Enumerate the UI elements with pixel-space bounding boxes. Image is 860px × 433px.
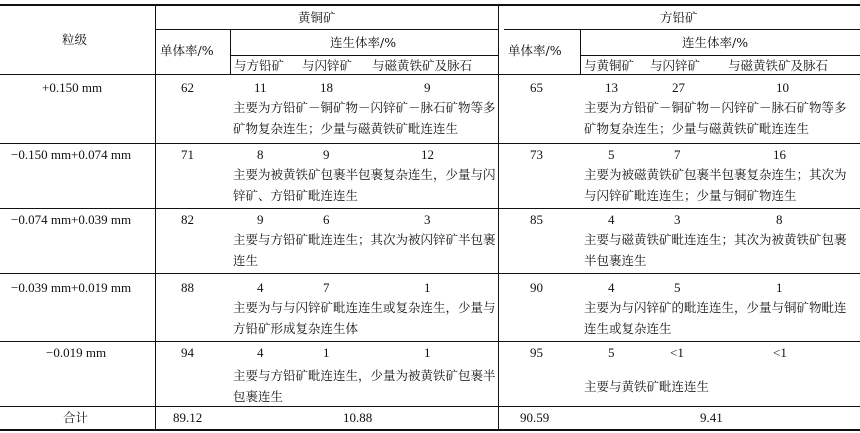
cp-with-sphalerite: 1 [323,345,330,360]
gn-with-pyrrhotite: 1 [776,280,783,295]
header-particle-size: 粒级 [62,32,88,47]
cp-with-galena: 9 [257,212,264,227]
gn-with-sphalerite: 5 [674,280,681,295]
gn-sub-rule [580,55,860,56]
col-divider [230,29,231,74]
gn-intergrowth-note: 主要为被磁黄铁矿包裹半包裹复杂连生；其次为与闪锌矿毗连连生；少量与铜矿物连生 [584,167,847,203]
cp-with-sphalerite: 18 [320,80,333,95]
header-gn-with-chalcopyrite: 与黄铜矿 [584,58,635,73]
row-size: +0.150 mm [42,80,103,95]
gn-with-chalcopyrite: 13 [605,80,618,95]
cp-liberation: 62 [181,80,194,95]
row-size: −0.039 mm+0.019 mm [11,280,132,295]
gn-liberation: 95 [530,345,543,360]
gn-group-rule [504,29,860,30]
gn-with-pyrrhotite: 16 [773,147,786,162]
header-bottom-rule [0,74,860,75]
gn-with-pyrrhotite: <1 [773,345,787,360]
gn-intergrowth-note: 主要与磁黄铁矿毗连连生；其次为被黄铁矿包裹半包裹连生 [584,232,847,268]
cp-group-rule [155,29,498,30]
total-label: 合计 [63,410,89,425]
row-rule [0,273,860,274]
cp-with-galena: 4 [257,280,264,295]
cp-with-pyrrhotite: 3 [424,212,431,227]
cp-with-galena: 8 [257,147,264,162]
gn-with-chalcopyrite: 4 [608,280,615,295]
header-gn-with-pyrrhotite: 与磁黄铁矿及脉石 [728,58,829,73]
row-rule [0,208,860,209]
gn-with-sphalerite: 7 [674,147,681,162]
col-divider [498,6,499,429]
cp-with-galena: 4 [257,345,264,360]
gn-liberation: 65 [530,80,543,95]
cp-intergrowth-note: 主要为与与闪锌矿毗连连生或复杂连生，少量与方铅矿形成复杂连生体 [233,300,496,336]
cp-intergrowth-note: 主要与方铅矿毗连连生；其次为被闪锌矿半包裹连生 [233,232,496,268]
header-cp-with-sphalerite: 与闪锌矿 [302,58,353,73]
table-top-rule [0,4,860,6]
cp-liberation: 82 [181,212,194,227]
gn-with-pyrrhotite: 8 [776,212,783,227]
gn-intergrowth-note: 主要与黄铁矿毗连连生 [584,379,710,394]
total-gn-intergrowth: 9.41 [700,410,723,425]
row-size: −0.074 mm+0.039 mm [11,212,132,227]
row-size: −0.019 mm [46,345,107,360]
cp-liberation: 88 [181,280,194,295]
header-gn-with-sphalerite: 与闪锌矿 [650,58,701,73]
cp-with-sphalerite: 6 [323,212,330,227]
cp-with-sphalerite: 7 [323,280,330,295]
header-chalcopyrite: 黄铜矿 [298,10,336,25]
gn-with-chalcopyrite: 5 [608,345,615,360]
header-cp-liberation: 单体率/% [160,43,214,58]
cp-intergrowth-note: 主要与方铅矿毗连连生，少量为被黄铁矿包裹半包裹连生 [233,368,496,404]
cp-sub-rule [230,55,498,56]
cp-liberation: 94 [181,345,194,360]
gn-with-pyrrhotite: 10 [776,80,789,95]
cp-with-galena: 11 [254,80,267,95]
cp-with-pyrrhotite: 12 [421,147,434,162]
gn-with-sphalerite: 3 [674,212,681,227]
gn-with-sphalerite: <1 [670,345,684,360]
gn-liberation: 90 [530,280,543,295]
total-cp-liberation: 89.12 [173,410,203,425]
cp-with-pyrrhotite: 9 [424,80,431,95]
gn-with-sphalerite: 27 [672,80,685,95]
header-gn-liberation: 单体率/% [508,43,562,58]
gn-liberation: 85 [530,212,543,227]
gn-intergrowth-note: 主要为方铅矿－铜矿物－闪锌矿－脉石矿物等多矿物复杂连生；少量与磁黄铁矿毗连连生 [584,100,847,136]
total-gn-liberation: 90.59 [520,410,550,425]
row-rule [0,143,860,144]
gn-intergrowth-note: 主要为与闪锌矿的毗连连生，少量与铜矿物毗连连生或复杂连生 [584,300,847,336]
header-cp-intergrowth: 连生体率/% [330,35,397,50]
header-cp-with-pyrrhotite: 与磁黄铁矿及脉石 [372,58,473,73]
cp-with-sphalerite: 9 [323,147,330,162]
gn-with-chalcopyrite: 4 [608,212,615,227]
gn-liberation: 73 [530,147,543,162]
header-gn-intergrowth: 连生体率/% [682,35,749,50]
gn-with-chalcopyrite: 5 [608,147,615,162]
cp-with-pyrrhotite: 1 [424,280,431,295]
total-cp-intergrowth: 10.88 [343,410,373,425]
cp-intergrowth-note: 主要为方铅矿－铜矿物－闪锌矿－脉石矿物等多矿物复杂连生；少量与磁黄铁矿毗连连生 [233,100,496,136]
col-divider [580,29,581,74]
cp-liberation: 71 [181,147,194,162]
row-rule [0,341,860,342]
cp-intergrowth-note: 主要为被黄铁矿包裹半包裹复杂连生，少量与闪锌矿、方铅矿毗连连生 [233,167,496,203]
col-divider [155,6,156,429]
cp-with-pyrrhotite: 1 [424,345,431,360]
header-cp-with-galena: 与方铅矿 [234,58,285,73]
header-galena: 方铅矿 [660,10,698,25]
row-size: −0.150 mm+0.074 mm [11,147,132,162]
table-bottom-rule [0,429,860,431]
